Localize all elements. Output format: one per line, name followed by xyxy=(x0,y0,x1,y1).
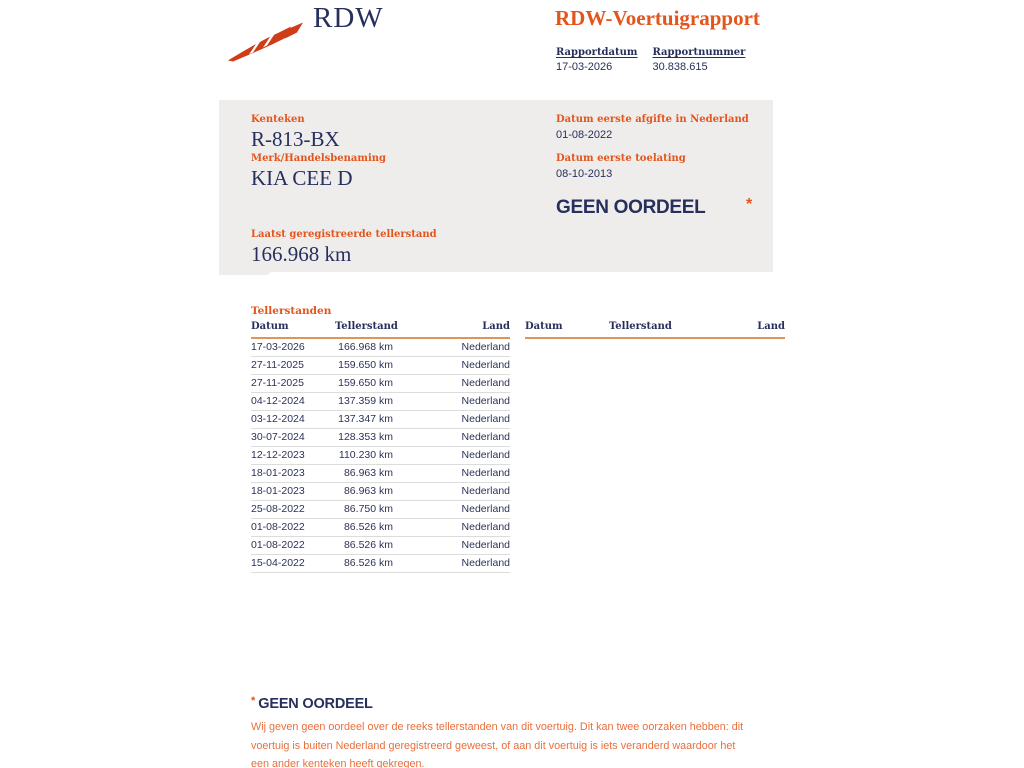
table-row xyxy=(251,357,510,375)
footnote-marker: * xyxy=(251,695,256,707)
table-row xyxy=(251,483,510,501)
table-row xyxy=(251,429,510,447)
cell-tellerstand: 137.359 km xyxy=(335,393,393,411)
eerste-afgifte-field xyxy=(556,114,749,141)
cell-tellerstand: 86.750 km xyxy=(335,501,393,519)
column-header-land: Land xyxy=(393,321,510,338)
vehicle-summary-card xyxy=(219,100,773,275)
merk-value: KIA CEE D xyxy=(251,166,353,190)
cell-datum: 15-04-2022 xyxy=(251,555,335,573)
cell-tellerstand: 137.347 km xyxy=(335,411,393,429)
report-number-field xyxy=(653,47,746,73)
cell-tellerstand: 159.650 km xyxy=(335,357,393,375)
table-row xyxy=(251,375,510,393)
cell-tellerstand: 86.963 km xyxy=(335,465,393,483)
tellerstanden-section-title: Tellerstanden xyxy=(251,305,332,317)
eerste-toelating-label: Datum eerste toelating xyxy=(556,153,686,164)
cell-tellerstand: 86.526 km xyxy=(335,519,393,537)
cell-datum: 18-01-2023 xyxy=(251,483,335,501)
page-title: RDW-Voertuigrapport xyxy=(555,6,760,30)
cell-land: Nederland xyxy=(393,519,510,537)
cell-datum: 25-08-2022 xyxy=(251,501,335,519)
cell-land: Nederland xyxy=(393,555,510,573)
eerste-afgifte-value: 01-08-2022 xyxy=(556,129,613,141)
cell-land: Nederland xyxy=(393,429,510,447)
column-header-tellerstand: Tellerstand xyxy=(609,321,667,338)
report-number-label: Rapportnummer xyxy=(652,47,746,58)
rdw-wing-logo-icon xyxy=(227,21,305,63)
oordeel-status-text: GEEN OORDEEL xyxy=(556,197,706,218)
column-header-tellerstand: Tellerstand xyxy=(335,321,393,338)
cell-land: Nederland xyxy=(393,465,510,483)
table-row xyxy=(251,465,510,483)
cell-tellerstand: 86.963 km xyxy=(335,483,393,501)
kenteken-value: R-813-BX xyxy=(251,127,340,151)
footnote-marker-icon: * xyxy=(746,196,753,213)
cell-land: Nederland xyxy=(393,411,510,429)
column-header-datum: Datum xyxy=(525,321,609,338)
cell-land: Nederland xyxy=(393,375,510,393)
footnote-title: GEEN OORDEEL xyxy=(258,696,373,712)
cell-datum: 04-12-2024 xyxy=(251,393,335,411)
cell-datum: 27-11-2025 xyxy=(251,375,335,393)
cell-tellerstand: 166.968 km xyxy=(335,338,393,357)
table-row xyxy=(251,393,510,411)
cell-tellerstand: 128.353 km xyxy=(335,429,393,447)
laatste-tellerstand-field xyxy=(251,229,437,267)
table-row xyxy=(251,411,510,429)
cell-land: Nederland xyxy=(393,393,510,411)
cell-tellerstand: 86.526 km xyxy=(335,555,393,573)
footnote xyxy=(251,695,751,768)
cell-datum: 01-08-2022 xyxy=(251,537,335,555)
merk-label: Merk/Handelsbenaming xyxy=(251,153,387,164)
eerste-toelating-value: 08-10-2013 xyxy=(556,168,613,180)
table-row xyxy=(251,447,510,465)
cell-datum: 27-11-2025 xyxy=(251,357,335,375)
report-date-label: Rapportdatum xyxy=(556,47,638,58)
cell-land: Nederland xyxy=(393,501,510,519)
report-number-value: 30.838.615 xyxy=(652,61,708,73)
cell-land: Nederland xyxy=(393,483,510,501)
footnote-body-text: Wij geven geen oordeel over de reeks tellerstanden van dit voertuig. Dit kan twee oorzaken hebben: dit voertuig is buiten Nederland geregistreerd geweest, of aan dit voertuig is iets veranderd waardoor het een ander kenteken heeft gekregen. xyxy=(251,721,744,768)
cell-datum: 30-07-2024 xyxy=(251,429,335,447)
table-row xyxy=(251,537,510,555)
footnote-heading xyxy=(251,695,751,713)
cell-datum: 12-12-2023 xyxy=(251,447,335,465)
column-header-land: Land xyxy=(667,321,785,338)
tellerstanden-table-left xyxy=(251,321,510,573)
report-date-field xyxy=(556,47,638,73)
cell-land: Nederland xyxy=(393,447,510,465)
table-row xyxy=(251,519,510,537)
laatste-tellerstand-value: 166.968 km xyxy=(251,242,352,266)
rdw-logo-wordmark: RDW xyxy=(313,2,384,34)
merk-field xyxy=(251,153,386,191)
eerste-afgifte-label: Datum eerste afgifte in Nederland xyxy=(556,114,749,125)
column-header-datum: Datum xyxy=(251,321,335,338)
cell-tellerstand: 159.650 km xyxy=(335,375,393,393)
table-row xyxy=(251,338,510,357)
table-header-row xyxy=(251,321,510,338)
cell-land: Nederland xyxy=(393,338,510,357)
cell-datum: 18-01-2023 xyxy=(251,465,335,483)
kenteken-field xyxy=(251,114,340,152)
table-header-row xyxy=(525,321,785,338)
cell-tellerstand: 86.526 km xyxy=(335,537,393,555)
kenteken-label: Kenteken xyxy=(251,114,305,125)
report-meta xyxy=(556,47,745,73)
cell-datum: 01-08-2022 xyxy=(251,519,335,537)
card-bottom-notch xyxy=(267,272,773,278)
eerste-toelating-field xyxy=(556,153,686,180)
cell-tellerstand: 110.230 km xyxy=(335,447,393,465)
tellerstanden-table-right xyxy=(525,321,785,339)
cell-datum: 17-03-2026 xyxy=(251,338,335,357)
table-row xyxy=(251,501,510,519)
meter-table-body xyxy=(251,338,510,573)
cell-datum: 03-12-2024 xyxy=(251,411,335,429)
cell-land: Nederland xyxy=(393,537,510,555)
report-date-value: 17-03-2026 xyxy=(556,61,613,73)
cell-land: Nederland xyxy=(393,357,510,375)
table-row xyxy=(251,555,510,573)
laatste-tellerstand-label: Laatst geregistreerde tellerstand xyxy=(251,229,437,240)
